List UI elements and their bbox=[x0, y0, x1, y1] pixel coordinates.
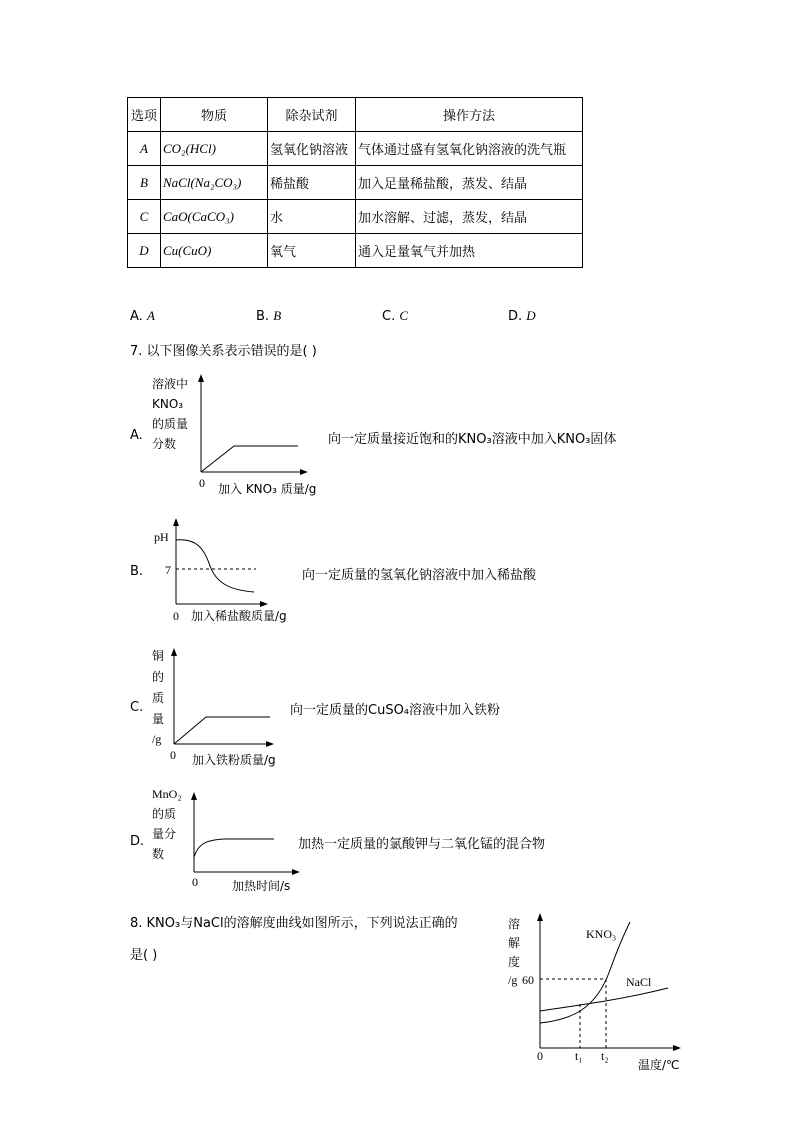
row-substance: CaO(CaCO₃) bbox=[161, 200, 268, 234]
table-row bbox=[128, 166, 583, 200]
table-row bbox=[128, 200, 583, 234]
q7-option-d-label[interactable]: D. bbox=[130, 834, 145, 849]
nacl-label: NaCl bbox=[626, 975, 652, 989]
choice-a[interactable] bbox=[130, 308, 155, 324]
choice-c[interactable] bbox=[382, 308, 408, 324]
row-reagent: 氢氧化钠溶液 bbox=[268, 132, 356, 166]
y-label-line: 分数 bbox=[152, 437, 177, 451]
x-axis-arrow bbox=[673, 1045, 681, 1051]
y-label-line: 溶 bbox=[508, 917, 521, 931]
choice-d[interactable] bbox=[508, 308, 536, 324]
row-method: 加入足量稀盐酸，蒸发、结晶 bbox=[356, 166, 583, 200]
q8-stem-line1: 8. KNO₃与NaCl的溶解度曲线如图所示，下列说法正确的 bbox=[130, 916, 458, 931]
x-label: 加入铁粉质量/g bbox=[192, 753, 276, 767]
row-option: B bbox=[128, 166, 161, 200]
y-label-line: 铜 bbox=[152, 649, 165, 663]
x-axis-arrow bbox=[300, 469, 308, 475]
y-label-line: 量 bbox=[152, 712, 165, 726]
row-substance: CO₂(HCl) bbox=[161, 132, 268, 166]
y-label-line: 的 bbox=[152, 670, 165, 684]
header-method: 操作方法 bbox=[356, 98, 583, 132]
y-label-line: 质 bbox=[152, 691, 165, 705]
y-label-line: 的质量 bbox=[152, 417, 189, 431]
q8-solubility-graph bbox=[500, 908, 690, 1076]
row-option: C bbox=[128, 200, 161, 234]
choice-label: B. bbox=[256, 309, 274, 324]
y-axis-arrow bbox=[191, 792, 197, 800]
y-label-line: /g bbox=[152, 732, 162, 746]
q7-graph-a bbox=[148, 372, 348, 500]
nacl-curve bbox=[540, 988, 668, 1011]
origin-label: 0 bbox=[537, 1049, 543, 1063]
x-axis-arrow bbox=[266, 741, 274, 747]
row-reagent: 水 bbox=[268, 200, 356, 234]
row-reagent: 氧气 bbox=[268, 234, 356, 268]
choice-label: D. bbox=[508, 309, 527, 324]
x-axis-arrow bbox=[292, 869, 300, 875]
curve bbox=[194, 839, 274, 857]
header-substance: 物质 bbox=[161, 98, 268, 132]
q7-option-d-desc: 加热一定质量的氯酸钾与二氧化锰的混合物 bbox=[298, 837, 546, 852]
x-label: 温度/℃ bbox=[638, 1058, 680, 1072]
table-row bbox=[128, 234, 583, 268]
y-label: pH bbox=[154, 530, 169, 544]
x-label: 加入稀盐酸质量/g bbox=[191, 609, 287, 623]
choice-label: A. bbox=[130, 309, 147, 324]
curve bbox=[201, 446, 298, 472]
origin-label: 0 bbox=[173, 609, 179, 623]
row-method: 通入足量氧气并加热 bbox=[356, 234, 583, 268]
q7-option-a-desc: 向一定质量接近饱和的KNO₃溶液中加入KNO₃固体 bbox=[328, 432, 617, 447]
y-tick-60: 60 bbox=[522, 973, 534, 987]
y-axis-arrow bbox=[198, 374, 204, 382]
curve bbox=[174, 717, 270, 744]
y-label-line: 溶液中 bbox=[152, 377, 189, 391]
row-option: D bbox=[128, 234, 161, 268]
table-row bbox=[128, 132, 583, 166]
q7-graph-d bbox=[148, 782, 308, 894]
y-label-line: /g bbox=[508, 973, 518, 987]
row-method: 加水溶解、过滤，蒸发，结晶 bbox=[356, 200, 583, 234]
curve bbox=[176, 540, 254, 592]
y-label-line: 解 bbox=[508, 936, 521, 950]
y-axis-arrow bbox=[171, 648, 177, 656]
y-label-line: 量分 bbox=[152, 827, 177, 841]
choice-b[interactable] bbox=[256, 308, 281, 324]
x-axis-arrow bbox=[260, 601, 268, 607]
q8-stem-line2: 是( ) bbox=[130, 948, 158, 963]
choice-label: C. bbox=[382, 309, 400, 324]
q7-option-b-label[interactable]: B. bbox=[130, 564, 144, 579]
row-substance: NaCl(Na₂CO₃) bbox=[161, 166, 268, 200]
choice-value: B bbox=[273, 308, 282, 323]
choice-value: A bbox=[146, 308, 155, 323]
choice-value: C bbox=[399, 308, 409, 323]
y-label-line: 度 bbox=[508, 955, 521, 969]
y-label-line: MnO₂ bbox=[152, 787, 182, 801]
q7-option-c-desc: 向一定质量的CuSO₄溶液中加入铁粉 bbox=[290, 703, 501, 718]
q7-graph-b bbox=[148, 516, 288, 628]
row-substance: Cu(CuO) bbox=[161, 234, 268, 268]
row-reagent: 稀盐酸 bbox=[268, 166, 356, 200]
y-axis-arrow bbox=[173, 518, 179, 526]
row-method: 气体通过盛有氢氧化钠溶液的洗气瓶 bbox=[356, 132, 583, 166]
origin-label: 0 bbox=[199, 476, 205, 490]
q6-table bbox=[127, 97, 583, 268]
origin-label: 0 bbox=[170, 748, 176, 762]
kno3-label: KNO₃ bbox=[586, 927, 617, 941]
q7-option-a-label[interactable]: A. bbox=[130, 428, 143, 443]
row-option: A bbox=[128, 132, 161, 166]
table-header-row bbox=[128, 98, 583, 132]
header-reagent: 除杂试剂 bbox=[268, 98, 356, 132]
q7-graph-c bbox=[148, 644, 298, 768]
y-label-line: 数 bbox=[152, 847, 165, 861]
kno3-curve bbox=[540, 922, 630, 1023]
header-option: 选项 bbox=[128, 98, 161, 132]
y-label-line: 的质 bbox=[152, 807, 177, 821]
y-tick-7: 7 bbox=[165, 563, 171, 577]
q7-stem: 7. 以下图像关系表示错误的是( ) bbox=[130, 344, 317, 359]
choice-value: D bbox=[526, 308, 536, 323]
q7-option-c-label[interactable]: C. bbox=[130, 700, 144, 715]
y-axis-arrow bbox=[537, 913, 543, 921]
y-label-line: KNO₃ bbox=[152, 397, 184, 411]
x-label: 加入 KNO₃ 质量/g bbox=[218, 482, 317, 496]
x-tick-t2: t₂ bbox=[601, 1049, 609, 1063]
x-tick-t1: t₁ bbox=[575, 1049, 583, 1063]
x-label: 加热时间/s bbox=[232, 879, 291, 893]
q7-option-b-desc: 向一定质量的氢氧化钠溶液中加入稀盐酸 bbox=[302, 568, 537, 583]
origin-label: 0 bbox=[192, 875, 198, 889]
